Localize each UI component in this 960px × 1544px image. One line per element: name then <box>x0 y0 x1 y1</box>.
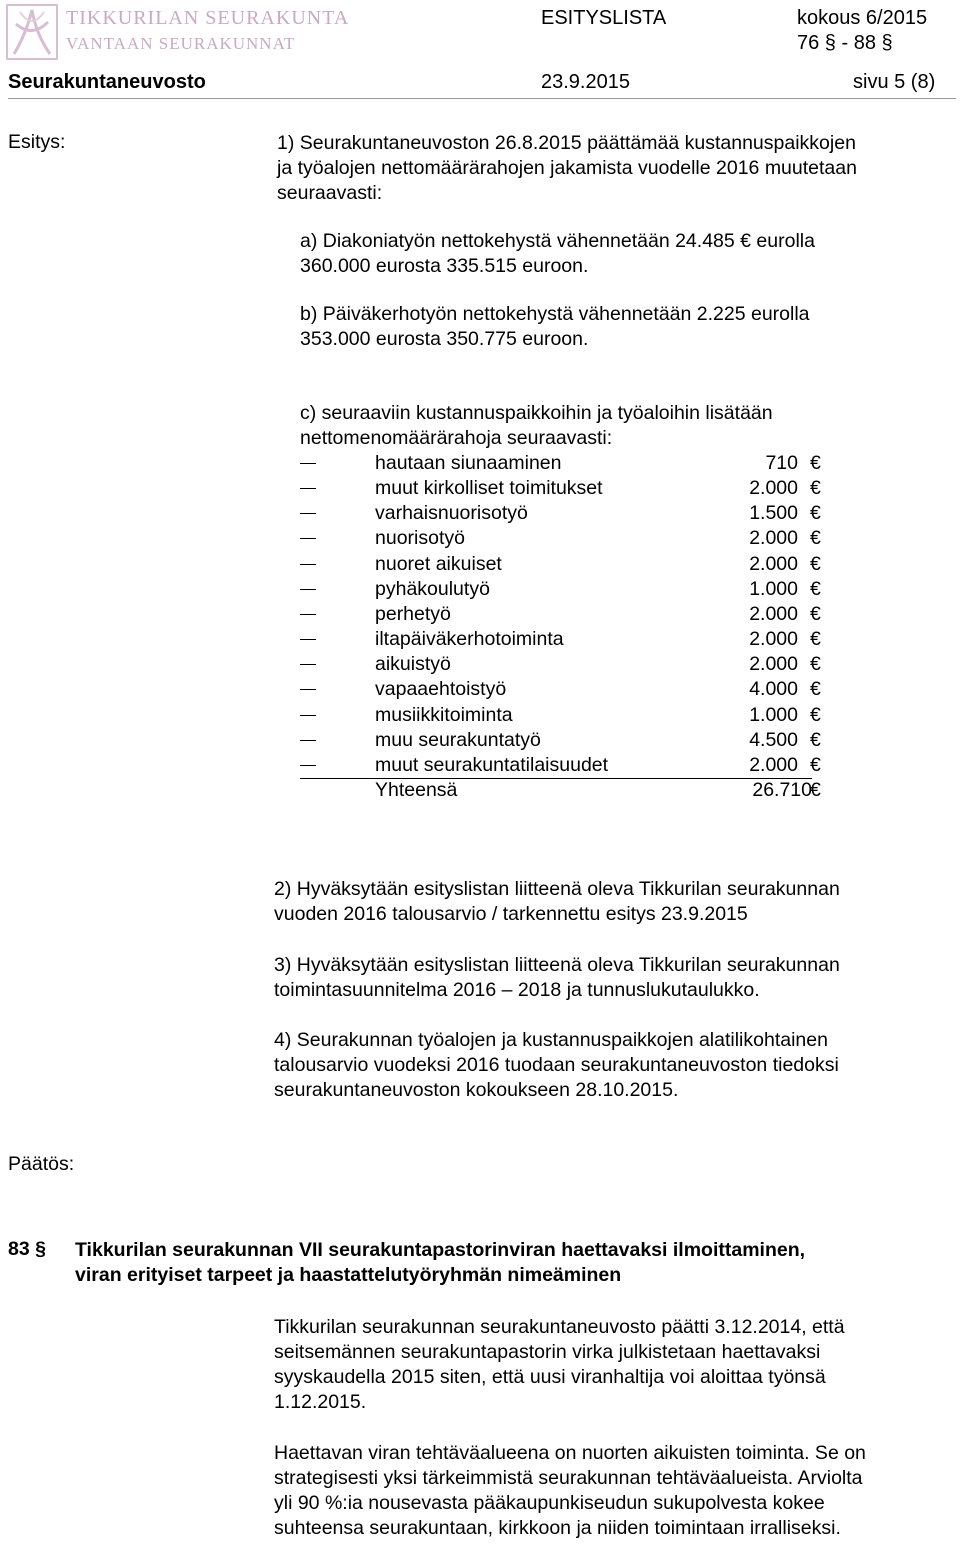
allocation-row <box>0 703 960 728</box>
body-name: Seurakuntaneuvosto <box>8 71 206 93</box>
list-dash <box>300 765 316 766</box>
allocation-amount: 2.000 <box>749 552 798 575</box>
euro-sign: € <box>810 577 821 600</box>
euro-sign: € <box>810 678 821 701</box>
item1c-text: c) seuraaviin kustannuspaikkoihin ja työaloihin lisätään nettomenomäärärahoja seuraavasti: <box>300 402 773 449</box>
allocation-label: pyhäkoulutyö <box>375 577 490 600</box>
list-dash <box>300 564 316 565</box>
total-label: Yhteensä <box>375 778 458 801</box>
allocation-label: nuoret aikuiset <box>375 552 502 575</box>
list-dash <box>300 614 316 615</box>
allocation-amount: 1.500 <box>749 502 798 525</box>
list-dash <box>300 463 316 464</box>
allocation-amount: 1.000 <box>749 703 798 726</box>
list-dash <box>300 715 316 716</box>
list-dash <box>300 689 316 690</box>
document-type: ESITYSLISTA <box>541 7 667 29</box>
item4-text: 4) Seurakunnan työalojen ja kustannuspaikkojen alatilikohtainen talousarvio vuodeksi 2016 tuodaan seurakuntaneuvoston tiedoksi seurakuntaneuvoston kokoukseen 28.10.2015. <box>274 1029 839 1101</box>
allocation-amount: 2.000 <box>749 477 798 500</box>
allocation-label: muut seurakuntatilaisuudet <box>375 753 609 776</box>
allocation-row <box>0 602 960 627</box>
page-number: sivu 5 (8) <box>853 71 936 93</box>
euro-sign: € <box>810 653 821 676</box>
allocation-amount: 710 <box>765 452 798 474</box>
allocation-label: musiikkitoiminta <box>375 703 513 726</box>
allocation-label: varhaisnuorisotyö <box>375 502 528 525</box>
allocation-amount: 4.500 <box>749 728 798 751</box>
list-dash <box>300 589 316 590</box>
euro-sign: € <box>810 728 821 751</box>
item1b-text: b) Päiväkerhotyön nettokehystä vähennetään 2.225 eurolla 353.000 eurosta 350.775 euroon. <box>300 303 810 350</box>
item3-text: 3) Hyväksytään esityslistan liitteenä oleva Tikkurilan seurakunnan toimintasuunnitelma 2016 – 2018 ja tunnuslukutaulukko. <box>274 954 840 1001</box>
esitys-label: Esitys: <box>8 131 66 153</box>
euro-sign: € <box>810 552 821 575</box>
section83-paragraph2: Haettavan viran tehtäväalueena on nuorten aikuisten toiminta. Se on strategisesti yksi tärkeimmistä seurakunnan tehtäväalueista. Arviolta yli 90 %:ia nousevasta pääkaupunkiseudun sukupolvesta kokee suhteensa seurakuntaan, kirkkoon ja niiden toimintaan irralliseksi. <box>274 1442 866 1539</box>
euro-sign: € <box>810 628 821 651</box>
allocation-amount: 2.000 <box>749 602 798 625</box>
allocation-amount: 2.000 <box>749 753 798 776</box>
allocation-row <box>0 627 960 652</box>
allocation-amount: 2.000 <box>749 527 798 550</box>
allocation-label: muut kirkolliset toimitukset <box>375 477 603 500</box>
allocation-list <box>0 451 960 811</box>
allocation-row <box>0 501 960 526</box>
allocation-amount: 2.000 <box>749 628 798 651</box>
paatos-label: Päätös: <box>8 1153 75 1175</box>
allocation-amount: 4.000 <box>749 678 798 701</box>
list-dash <box>300 740 316 741</box>
allocation-row <box>0 552 960 577</box>
allocation-row <box>0 728 960 753</box>
total-row <box>0 778 960 803</box>
section-title: Tikkurilan seurakunnan VII seurakuntapastorinviran haettavaksi ilmoittaminen, viran erityiset tarpeet ja haastattelutyöryhmän nimeäminen <box>75 1239 806 1286</box>
allocation-label: vapaaehtoistyö <box>375 678 507 701</box>
parish-logo <box>6 4 58 60</box>
meeting-number: kokous 6/2015 <box>797 7 928 29</box>
allocation-row <box>0 753 960 778</box>
allocation-label: nuorisotyö <box>375 527 465 550</box>
item1a-text: a) Diakoniatyön nettokehystä vähennetään 24.485 € eurolla 360.000 eurosta 335.515 euroon. <box>300 230 815 277</box>
euro-sign: € <box>810 452 821 474</box>
euro-sign: € <box>810 502 821 525</box>
euro-sign: € <box>810 753 821 776</box>
allocation-label: perhetyö <box>375 602 451 625</box>
list-dash <box>300 513 316 514</box>
list-dash <box>300 639 316 640</box>
euro-sign: € <box>810 778 821 801</box>
list-dash <box>300 538 316 539</box>
item2-text: 2) Hyväksytään esityslistan liitteenä oleva Tikkurilan seurakunnan vuoden 2016 talousarvio / tarkennettu esitys 23.9.2015 <box>274 878 840 925</box>
allocation-label: hautaan siunaaminen <box>375 452 562 474</box>
allocation-label: muu seurakuntatyö <box>375 728 541 751</box>
org-name-line1: TIKKURILAN SEURAKUNTA <box>66 7 350 29</box>
allocation-label: iltapäiväkerhotoiminta <box>375 628 564 651</box>
euro-sign: € <box>810 602 821 625</box>
euro-sign: € <box>810 477 821 500</box>
section-range: 76 § - 88 § <box>797 32 893 54</box>
allocation-amount: 2.000 <box>749 653 798 676</box>
allocation-label: aikuistyö <box>375 653 451 676</box>
euro-sign: € <box>810 703 821 726</box>
allocation-row <box>0 577 960 602</box>
allocation-row <box>0 476 960 501</box>
euro-sign: € <box>810 527 821 550</box>
allocation-row <box>0 526 960 551</box>
allocation-amount: 1.000 <box>749 577 798 600</box>
allocation-row <box>0 451 960 476</box>
org-name-line2: VANTAAN SEURAKUNNAT <box>66 34 296 53</box>
list-dash <box>300 664 316 665</box>
meeting-date: 23.9.2015 <box>541 71 630 93</box>
allocation-row <box>0 652 960 677</box>
section-number: 83 § <box>8 1238 46 1260</box>
header-divider <box>8 98 956 99</box>
allocation-row <box>0 677 960 702</box>
item1-text: 1) Seurakuntaneuvoston 26.8.2015 päättämää kustannuspaikkojen ja työalojen nettomäärärahojen jakamista vuodelle 2016 muutetaan seuraavasti: <box>277 132 857 204</box>
list-dash <box>300 488 316 489</box>
section83-paragraph1: Tikkurilan seurakunnan seurakuntaneuvosto päätti 3.12.2014, että seitsemännen seurakuntapastorin virka julkistetaan haettavaksi syyskaudella 2015 siten, että uusi viranhaltija voi aloittaa työnsä 1.12.2015. <box>274 1316 845 1413</box>
total-amount: 26.710 <box>752 778 812 801</box>
